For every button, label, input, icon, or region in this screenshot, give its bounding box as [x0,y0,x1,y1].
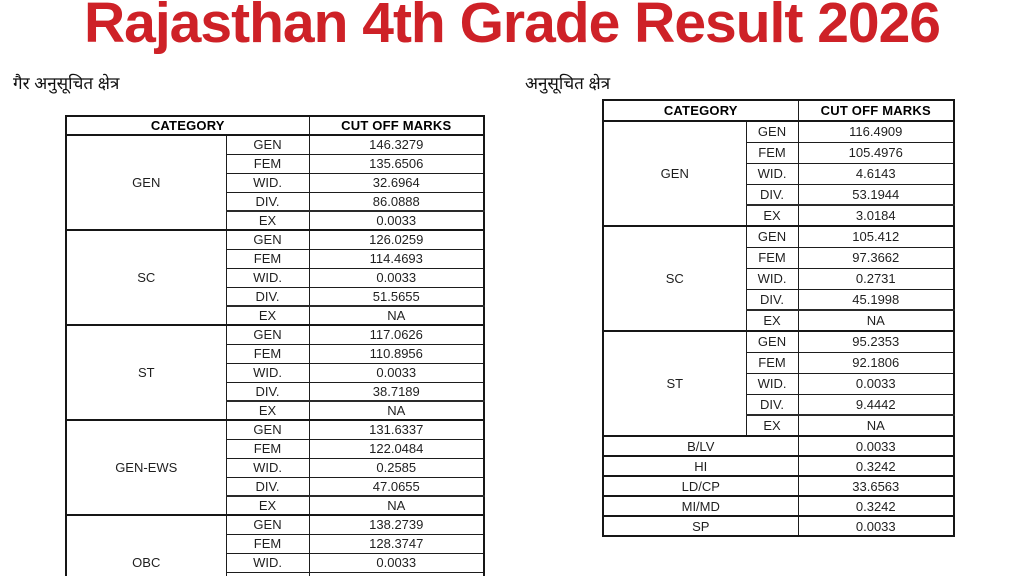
table-row [66,420,484,439]
subcategory-cell: DIV. [226,192,309,211]
category-cell: HI [603,456,798,476]
cutoff-value-cell: 86.0888 [309,192,484,211]
cutoff-value-cell: 53.1944 [798,184,954,205]
subcategory-cell: DIV. [746,394,798,415]
cutoff-value-cell: 105.4976 [798,142,954,163]
cutoff-value-cell: 0.0033 [309,553,484,572]
category-column-header: CATEGORY [603,100,798,121]
table-row [603,121,954,142]
cutoff-value-cell: NA [798,310,954,331]
subtitle-scheduled-area: अनुसूचित क्षेत्र [525,74,611,93]
subcategory-cell: DIV. [746,184,798,205]
category-cell: SC [66,230,226,325]
subcategory-cell: WID. [226,458,309,477]
subcategory-cell: DIV. [226,287,309,306]
cutoff-value-cell: 4.6143 [798,163,954,184]
category-cell: SP [603,516,798,536]
marks-column-header: CUT OFF MARKS [309,116,484,135]
category-cell: MI/MD [603,496,798,516]
cutoff-value-cell: 110.8956 [309,344,484,363]
subcategory-cell: GEN [226,325,309,344]
cutoff-value-cell: NA [798,415,954,436]
subcategory-cell: FEM [746,352,798,373]
cutoff-value-cell: 0.0033 [309,363,484,382]
cutoff-value-cell: 32.6964 [309,173,484,192]
subcategory-cell: FEM [226,534,309,553]
subcategory-cell: EX [226,211,309,230]
subcategory-cell: EX [746,415,798,436]
subcategory-cell: GEN [746,226,798,247]
category-cell: LD/CP [603,476,798,496]
subcategory-cell: WID. [226,173,309,192]
cutoff-value-cell: NA [309,496,484,515]
subcategory-cell: EX [226,496,309,515]
table-row [603,436,954,456]
table-row [66,135,484,154]
table-row [603,476,954,496]
header-row [66,116,484,135]
cutoff-value-cell: 116.4909 [798,121,954,142]
cutoff-value-cell [309,572,484,576]
category-cell: GEN [603,121,746,226]
cutoff-value-cell: 45.1998 [798,289,954,310]
category-cell: GEN [66,135,226,230]
category-cell: ST [66,325,226,420]
subcategory-cell: WID. [746,373,798,394]
cutoff-value-cell: NA [309,306,484,325]
subcategory-cell: WID. [226,553,309,572]
subcategory-cell: FEM [226,344,309,363]
cutoff-value-cell: 146.3279 [309,135,484,154]
cutoff-value-cell: 131.6337 [309,420,484,439]
subcategory-cell: DIV. [226,477,309,496]
table-row [66,230,484,249]
cutoff-value-cell: 0.3242 [798,496,954,516]
cutoff-value-cell: 0.0033 [798,436,954,456]
subcategory-cell: GEN [226,515,309,534]
table-row [603,456,954,476]
subcategory-cell: GEN [226,135,309,154]
right-table-body [603,100,954,536]
cutoff-table-non-scheduled [65,115,485,576]
cutoff-value-cell: 128.3747 [309,534,484,553]
subcategory-cell: FEM [226,249,309,268]
cutoff-value-cell: 0.2585 [309,458,484,477]
subcategory-cell: FEM [226,439,309,458]
table-row [66,515,484,534]
subcategory-cell: DIV. [746,289,798,310]
left-table-body [66,116,484,576]
cutoff-value-cell: 51.5655 [309,287,484,306]
cutoff-value-cell: 33.6563 [798,476,954,496]
subcategory-cell: GEN [746,121,798,142]
cutoff-value-cell: 0.3242 [798,456,954,476]
subcategory-cell: WID. [226,363,309,382]
table-row [603,226,954,247]
marks-column-header: CUT OFF MARKS [798,100,954,121]
cutoff-value-cell: 0.0033 [309,268,484,287]
subcategory-cell: GEN [226,420,309,439]
cutoff-value-cell: 47.0655 [309,477,484,496]
cutoff-value-cell: 138.2739 [309,515,484,534]
subcategory-cell: GEN [226,230,309,249]
subcategory-cell: EX [226,306,309,325]
table-row [603,496,954,516]
subcategory-cell: WID. [226,268,309,287]
cutoff-value-cell: 0.0033 [798,516,954,536]
table-row [603,331,954,352]
subcategory-cell: DIV. [226,382,309,401]
cutoff-value-cell: 105.412 [798,226,954,247]
subcategory-cell: EX [746,205,798,226]
subcategory-cell: EX [746,310,798,331]
subcategory-cell [226,572,309,576]
cutoff-value-cell: 135.6506 [309,154,484,173]
cutoff-value-cell: 38.7189 [309,382,484,401]
cutoff-value-cell: 117.0626 [309,325,484,344]
subcategory-cell: EX [226,401,309,420]
cutoff-table-scheduled [602,99,955,537]
subcategory-cell: WID. [746,163,798,184]
cutoff-value-cell: 92.1806 [798,352,954,373]
cutoff-value-cell: 126.0259 [309,230,484,249]
cutoff-value-cell: 114.4693 [309,249,484,268]
cutoff-value-cell: NA [309,401,484,420]
cutoff-value-cell: 3.0184 [798,205,954,226]
table-row [66,325,484,344]
subcategory-cell: WID. [746,268,798,289]
subcategory-cell: GEN [746,331,798,352]
category-cell: B/LV [603,436,798,456]
page-title: Rajasthan 4th Grade Result 2026 [83,0,940,55]
header-row [603,100,954,121]
category-column-header: CATEGORY [66,116,309,135]
cutoff-value-cell: 9.4442 [798,394,954,415]
category-cell: ST [603,331,746,436]
subtitle-non-scheduled-area: गैर अनुसूचित क्षेत्र [13,74,120,93]
cutoff-value-cell: 0.0033 [798,373,954,394]
cutoff-value-cell: 95.2353 [798,331,954,352]
subcategory-cell: FEM [746,247,798,268]
cutoff-value-cell: 122.0484 [309,439,484,458]
category-cell: OBC [66,515,226,576]
subcategory-cell: FEM [746,142,798,163]
cutoff-value-cell: 0.0033 [309,211,484,230]
category-cell: GEN-EWS [66,420,226,515]
cutoff-value-cell: 0.2731 [798,268,954,289]
cutoff-value-cell: 97.3662 [798,247,954,268]
table-row [603,516,954,536]
category-cell: SC [603,226,746,331]
subcategory-cell: FEM [226,154,309,173]
